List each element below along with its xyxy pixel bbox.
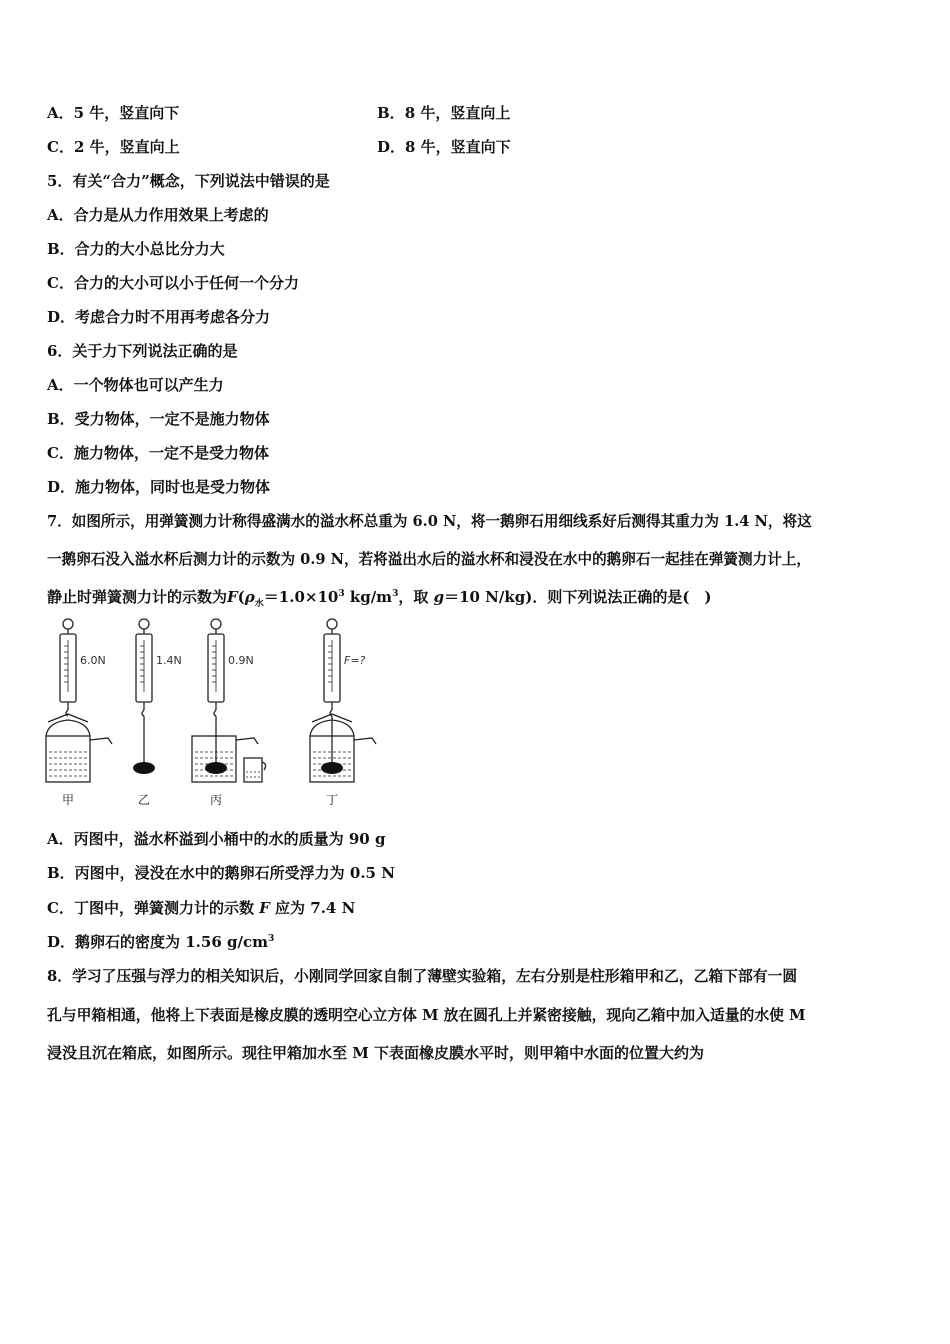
reading-ding: F=? <box>344 654 366 667</box>
q6-stem: 6．关于力下列说法正确的是 <box>47 342 238 360</box>
q7-figure <box>40 612 380 812</box>
scale-ding <box>310 619 376 782</box>
scale-bing <box>192 619 266 782</box>
q7-option-a: A．丙图中，溢水杯溢到小桶中的水的质量为 90 g <box>47 830 386 848</box>
caption-yi: 乙 <box>138 793 151 807</box>
q6-option-c: C．施力物体，一定不是受力物体 <box>47 444 269 462</box>
q7-option-b: B．丙图中，浸没在水中的鹅卵石所受浮力为 0.5 N <box>47 864 395 882</box>
q6-option-a: A．一个物体也可以产生力 <box>47 376 224 394</box>
q5-option-a: A．合力是从力作用效果上考虑的 <box>47 206 269 224</box>
q7-option-d: D．鹅卵石的密度为 1.56 $g/cm^3$ <box>47 933 275 951</box>
caption-ding: 丁 <box>326 793 339 807</box>
q4-option-b: B．8 牛，竖直向上 <box>377 104 511 122</box>
q4-option-d: D．8 牛，竖直向下 <box>377 138 511 156</box>
q5-option-b: B．合力的大小总比分力大 <box>47 240 225 258</box>
q7-stem-line1: 7．如图所示，用弹簧测力计称得盛满水的溢水杯总重为 6.0 N，将一鹅卵石用细线系好后测得其重力为 1.4 N，将这 <box>47 513 812 530</box>
q8-stem-line2: 孔与甲箱相通，他将上下表面是橡皮膜的透明空心立方体 M 放在圆孔上并紧密接触，现向乙箱中加入适量的水使 M <box>47 1007 806 1024</box>
reading-bing: 0.9N <box>228 654 254 667</box>
q5-stem: 5．有关“合力”概念，下列说法中错误的是 <box>47 172 330 190</box>
q7-stem-line2: 一鹅卵石没入溢水杯后测力计的示数为 0.9 N，若将溢出水后的溢水杯和浸没在水中的鹅卵石一起挂在弹簧测力计上， <box>47 551 811 568</box>
q8-stem-line3: 浸没且沉在箱底，如图所示。现往甲箱加水至 M 下表面橡皮膜水平时，则甲箱中水面的位置大约为 <box>47 1044 705 1062</box>
q5-option-d: D．考虑合力时不用再考虑各分力 <box>47 308 271 326</box>
q4-option-a: A．5 牛，竖直向下 <box>47 104 180 122</box>
scale-yi <box>136 619 152 764</box>
caption-jia: 甲 <box>62 793 75 807</box>
caption-bing: 丙 <box>210 793 223 807</box>
pebble-ding <box>321 762 343 774</box>
q7-option-c: C．丁图中，弹簧测力计的示数 F 应为 7.4 N <box>47 899 356 917</box>
pebble-bing <box>205 762 227 774</box>
scale-jia <box>46 619 112 782</box>
q6-option-d: D．施力物体，同时也是受力物体 <box>47 478 271 496</box>
q7-stem-line3: 静止时弹簧测力计的示数为$F(\rho_水=1.0\times 10^3$ $kg/m^3$，取 g＝10 N/kg)．则下列说法正确的是( ) <box>47 588 712 609</box>
pebble-yi <box>133 762 155 774</box>
q4-option-c: C．2 牛，竖直向上 <box>47 138 180 156</box>
q5-option-c: C．合力的大小可以小于任何一个分力 <box>47 274 299 292</box>
reading-jia: 6.0N <box>80 654 106 667</box>
reading-yi: 1.4N <box>156 654 182 667</box>
q6-option-b: B．受力物体，一定不是施力物体 <box>47 410 270 428</box>
q8-stem-line1: 8．学习了压强与浮力的相关知识后，小刚同学回家自制了薄壁实验箱，左右分别是柱形箱甲和乙，乙箱下部有一圆 <box>47 968 798 985</box>
